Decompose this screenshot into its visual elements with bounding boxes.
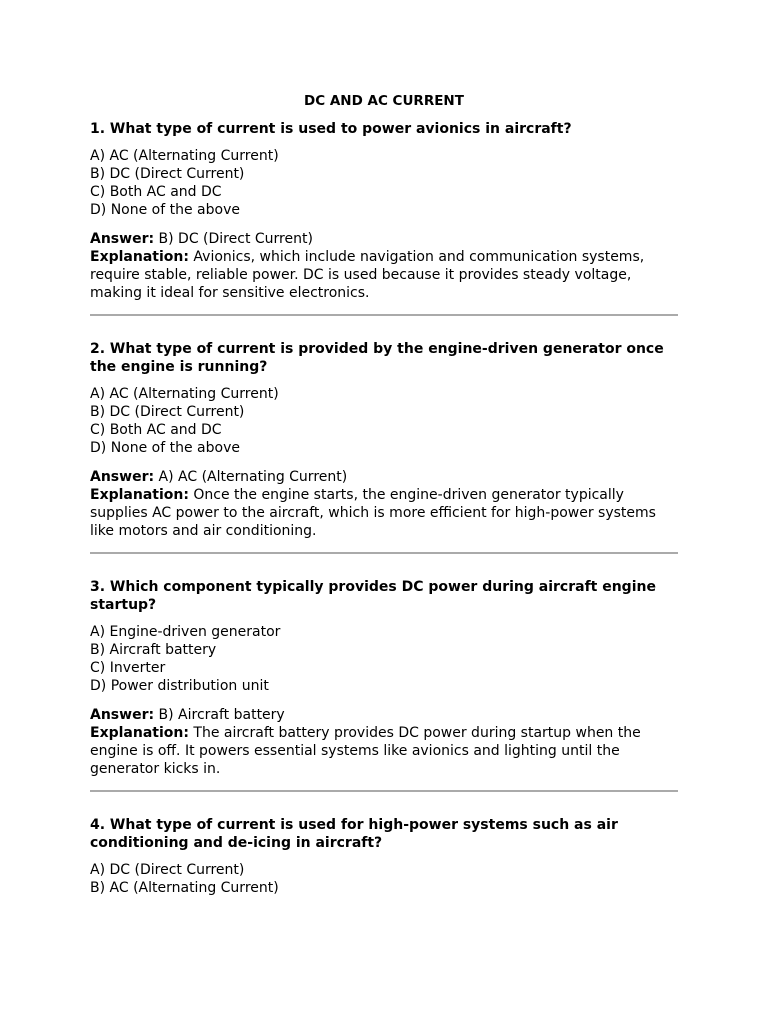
question-1 — [90, 120, 678, 302]
question-2 — [90, 340, 678, 540]
option-d: D) Power distribution unit — [90, 678, 269, 694]
question-text: 3. Which component typically provides DC power during aircraft engine startup? — [90, 579, 656, 613]
answer — [90, 230, 678, 248]
option-c: C) Inverter — [90, 660, 166, 676]
section-divider — [90, 790, 678, 792]
options-list — [90, 861, 678, 897]
explanation-label: Explanation: — [90, 487, 189, 503]
answer-label: Answer: — [90, 469, 155, 485]
answer-value: B) DC (Direct Current) — [154, 231, 313, 247]
options-list — [90, 147, 678, 219]
option-a: A) AC (Alternating Current) — [90, 386, 279, 402]
option-b: B) Aircraft battery — [90, 642, 217, 658]
explanation-text: Avionics, which include navigation and communication systems, require stable, reliable power. DC is used because it provides steady voltage, making it ideal for sensitive electronics. — [90, 249, 645, 301]
question-3 — [90, 578, 678, 778]
section-divider — [90, 314, 678, 316]
option-c: C) Both AC and DC — [90, 184, 222, 200]
options-list — [90, 623, 678, 695]
explanation-label: Explanation: — [90, 725, 189, 741]
question-text: 4. What type of current is used for high-power systems such as air conditioning and de-icing in aircraft? — [90, 817, 618, 851]
option-d: D) None of the above — [90, 440, 240, 456]
options-list — [90, 385, 678, 457]
answer-value: B) Aircraft battery — [154, 707, 285, 723]
option-d: D) None of the above — [90, 202, 240, 218]
option-b: B) DC (Direct Current) — [90, 166, 245, 182]
explanation-text: The aircraft battery provides DC power during startup when the engine is off. It powers essential systems like avionics and lighting until the generator kicks in. — [90, 725, 641, 777]
option-a: A) Engine-driven generator — [90, 624, 281, 640]
explanation — [90, 486, 678, 540]
answer — [90, 468, 678, 486]
answer-label: Answer: — [90, 707, 155, 723]
question-text: 1. What type of current is used to power avionics in aircraft? — [90, 121, 572, 137]
question-text: 2. What type of current is provided by the engine-driven generator once the engine is running? — [90, 341, 664, 375]
option-b: B) AC (Alternating Current) — [90, 880, 279, 896]
answer — [90, 706, 678, 724]
explanation — [90, 248, 678, 302]
document-title: DC AND AC CURRENT — [304, 93, 464, 109]
explanation — [90, 724, 678, 778]
option-b: B) DC (Direct Current) — [90, 404, 245, 420]
option-a: A) DC (Direct Current) — [90, 862, 245, 878]
explanation-label: Explanation: — [90, 249, 189, 265]
answer-label: Answer: — [90, 231, 155, 247]
option-a: A) AC (Alternating Current) — [90, 148, 279, 164]
option-c: C) Both AC and DC — [90, 422, 222, 438]
section-divider — [90, 552, 678, 554]
answer-value: A) AC (Alternating Current) — [154, 469, 348, 485]
explanation-text: Once the engine starts, the engine-driven generator typically supplies AC power to the aircraft, which is more efficient for high-power systems like motors and air conditioning. — [90, 487, 656, 539]
question-4 — [90, 816, 678, 897]
